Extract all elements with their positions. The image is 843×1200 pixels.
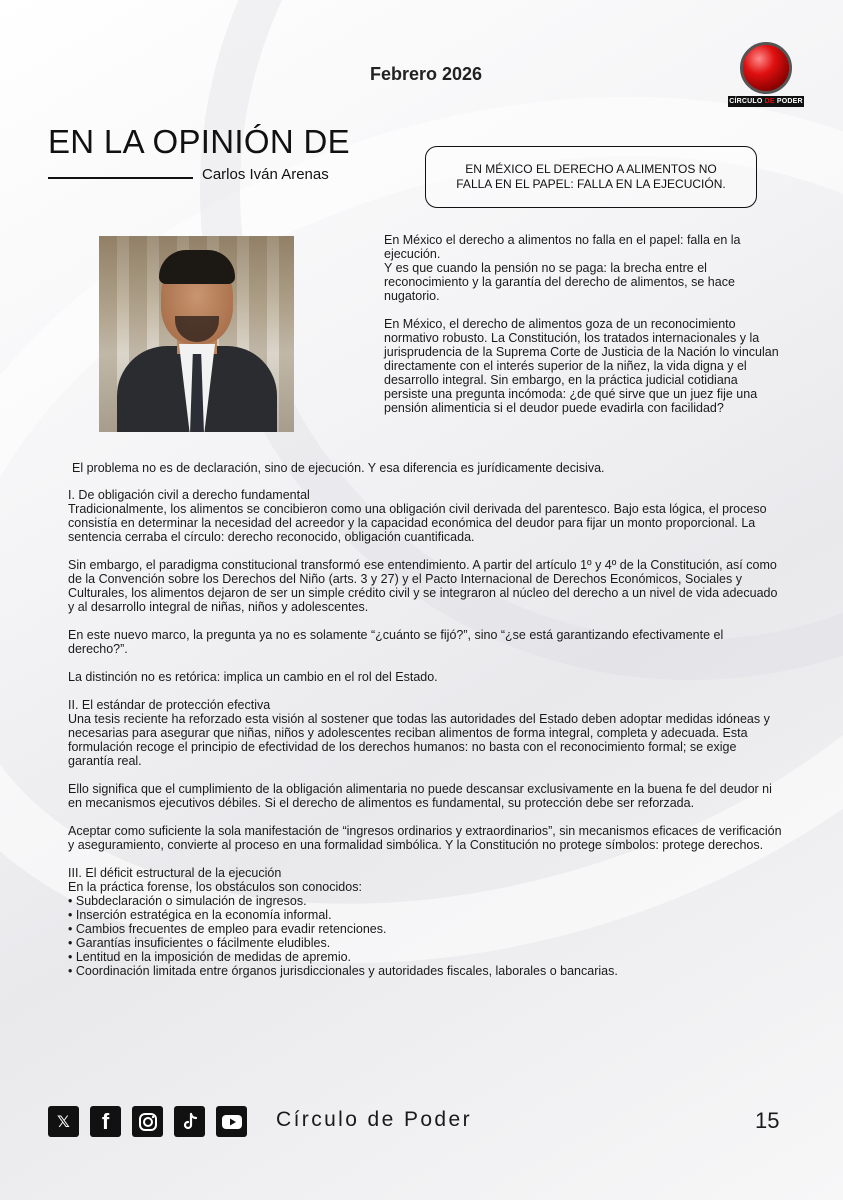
logo-text bbox=[728, 96, 804, 107]
article-body bbox=[68, 461, 783, 978]
youtube-icon[interactable] bbox=[216, 1106, 247, 1137]
brand-name: Círculo de Poder bbox=[276, 1108, 472, 1131]
body-paragraph: Ello significa que el cumplimiento de la obligación alimentaria no puede descansar exclusivamente en la buena fe del deudor ni en mecanismos ejecutivos débiles. Si el derecho de alimentos es fundamental, su protección debe ser reforzada. bbox=[68, 782, 772, 810]
circulo-de-poder-logo bbox=[728, 42, 804, 112]
list-item: • Inserción estratégica en la economía informal. bbox=[68, 908, 783, 922]
social-icons bbox=[48, 1106, 247, 1137]
lead-paragraph: El problema no es de declaración, sino de ejecución. Y esa diferencia es jurídicamente decisiva. bbox=[72, 461, 605, 475]
intro-paragraph: Y es que cuando la pensión no se paga: la brecha entre el reconocimiento y la garantía del derecho de alimentos, se hace nugatorio. bbox=[384, 261, 735, 303]
headline-line-1: EN MÉXICO EL DERECHO A ALIMENTOS NO bbox=[465, 162, 717, 176]
body-paragraph: Tradicionalmente, los alimentos se concibieron como una obligación civil derivada del parentesco. Bajo esta lógica, el proceso consistía en determinar la necesidad del acreedor y la capacidad económica del deudor para fijar un monto proporcional. La sentencia cerraba el círculo: derecho reconocido, obligación cuantificada. bbox=[68, 502, 767, 544]
logo-text-c: PODER bbox=[774, 98, 803, 105]
section-heading: II. El estándar de protección efectiva bbox=[68, 698, 271, 712]
headline-line-2: FALLA EN EL PAPEL: FALLA EN LA EJECUCIÓN. bbox=[456, 177, 726, 191]
intro-text bbox=[384, 233, 784, 429]
facebook-icon[interactable] bbox=[90, 1106, 121, 1137]
headline-box bbox=[425, 146, 757, 208]
page-number: 15 bbox=[755, 1108, 780, 1133]
list-item: • Coordinación limitada entre órganos jurisdiccionales y autoridades fiscales, laborales o bancarias. bbox=[68, 964, 783, 978]
instagram-icon[interactable] bbox=[132, 1106, 163, 1137]
intro-paragraph: En México el derecho a alimentos no falla en el papel: falla en la ejecución. bbox=[384, 233, 741, 261]
body-paragraph: Una tesis reciente ha reforzado esta visión al sostener que todas las autoridades del Estado deben adoptar medidas idóneas y necesarias para asegurar que niñas, niños y adolescentes reciban alimentos de forma integral, completa y adecuada. Esta formulación recoge el principio de efectividad de los derechos humanos: no basta con el reconocimiento formal; se exige garantía real. bbox=[68, 712, 770, 768]
list-item: • Garantías insuficientes o fácilmente eludibles. bbox=[68, 936, 783, 950]
body-paragraph: En la práctica forense, los obstáculos son conocidos: bbox=[68, 880, 362, 894]
list-item: • Cambios frecuentes de empleo para evadir retenciones. bbox=[68, 922, 783, 936]
x-icon[interactable] bbox=[48, 1106, 79, 1137]
tiktok-icon[interactable] bbox=[174, 1106, 205, 1137]
x-glyph: 𝕏 bbox=[57, 1112, 70, 1131]
issue-date: Febrero 2026 bbox=[370, 64, 483, 84]
obstacles-list bbox=[68, 894, 783, 978]
body-paragraph: En este nuevo marco, la pregunta ya no es solamente “¿cuánto se fijó?”, sino “¿se está garantizando efectivamente el derecho?”. bbox=[68, 628, 724, 656]
logo-text-b: DE bbox=[764, 98, 775, 105]
list-item: • Lentitud en la imposición de medidas de apremio. bbox=[68, 950, 783, 964]
author-photo bbox=[99, 236, 294, 432]
facebook-glyph: f bbox=[101, 1108, 110, 1134]
section-heading: III. El déficit estructural de la ejecución bbox=[68, 866, 282, 880]
logo-text-a: CÍRCULO bbox=[729, 98, 765, 105]
intro-paragraph: En México, el derecho de alimentos goza de un reconocimiento normativo robusto. La Constitución, los tratados internacionales y la jurisprudencia de la Suprema Corte de Justicia de la Nación lo vinculan directamente con el interés superior de la niñez, la vida digna y el desarrollo integral. Sin embargo, en la práctica judicial cotidiana persiste una pregunta incómoda: ¿de qué sirve que un juez fije una pensión alimenticia si el deudor puede evadirla con facilidad? bbox=[384, 317, 779, 415]
list-item: • Subdeclaración o simulación de ingresos. bbox=[68, 894, 783, 908]
section-title: EN LA OPINIÓN DE bbox=[48, 123, 350, 160]
author-name: Carlos Iván Arenas bbox=[202, 166, 329, 183]
author-divider bbox=[48, 177, 193, 179]
body-paragraph: Aceptar como suficiente la sola manifestación de “ingresos ordinarios y extraordinarios”, sin mecanismos eficaces de verificación y aseguramiento, convierte al proceso en una formalidad simbólica. Y la Constitución no protege símbolos: protege derechos. bbox=[68, 824, 782, 852]
body-paragraph: La distinción no es retórica: implica un cambio en el rol del Estado. bbox=[68, 670, 438, 684]
body-paragraph: Sin embargo, el paradigma constitucional transformó ese entendimiento. A partir del artículo 1º y 4º de la Constitución, así como de la Convención sobre los Derechos del Niño (arts. 3 y 27) y el Pacto Internacional de Derechos Económicos, Sociales y Culturales, los alimentos dejaron de ser un simple crédito civil y se integraron al núcleo del derecho a un nivel de vida adecuado y al desarrollo integral de niñas, niños y adolescentes. bbox=[68, 558, 778, 614]
section-heading: I. De obligación civil a derecho fundamental bbox=[68, 488, 310, 502]
logo-sphere-icon bbox=[740, 42, 792, 94]
